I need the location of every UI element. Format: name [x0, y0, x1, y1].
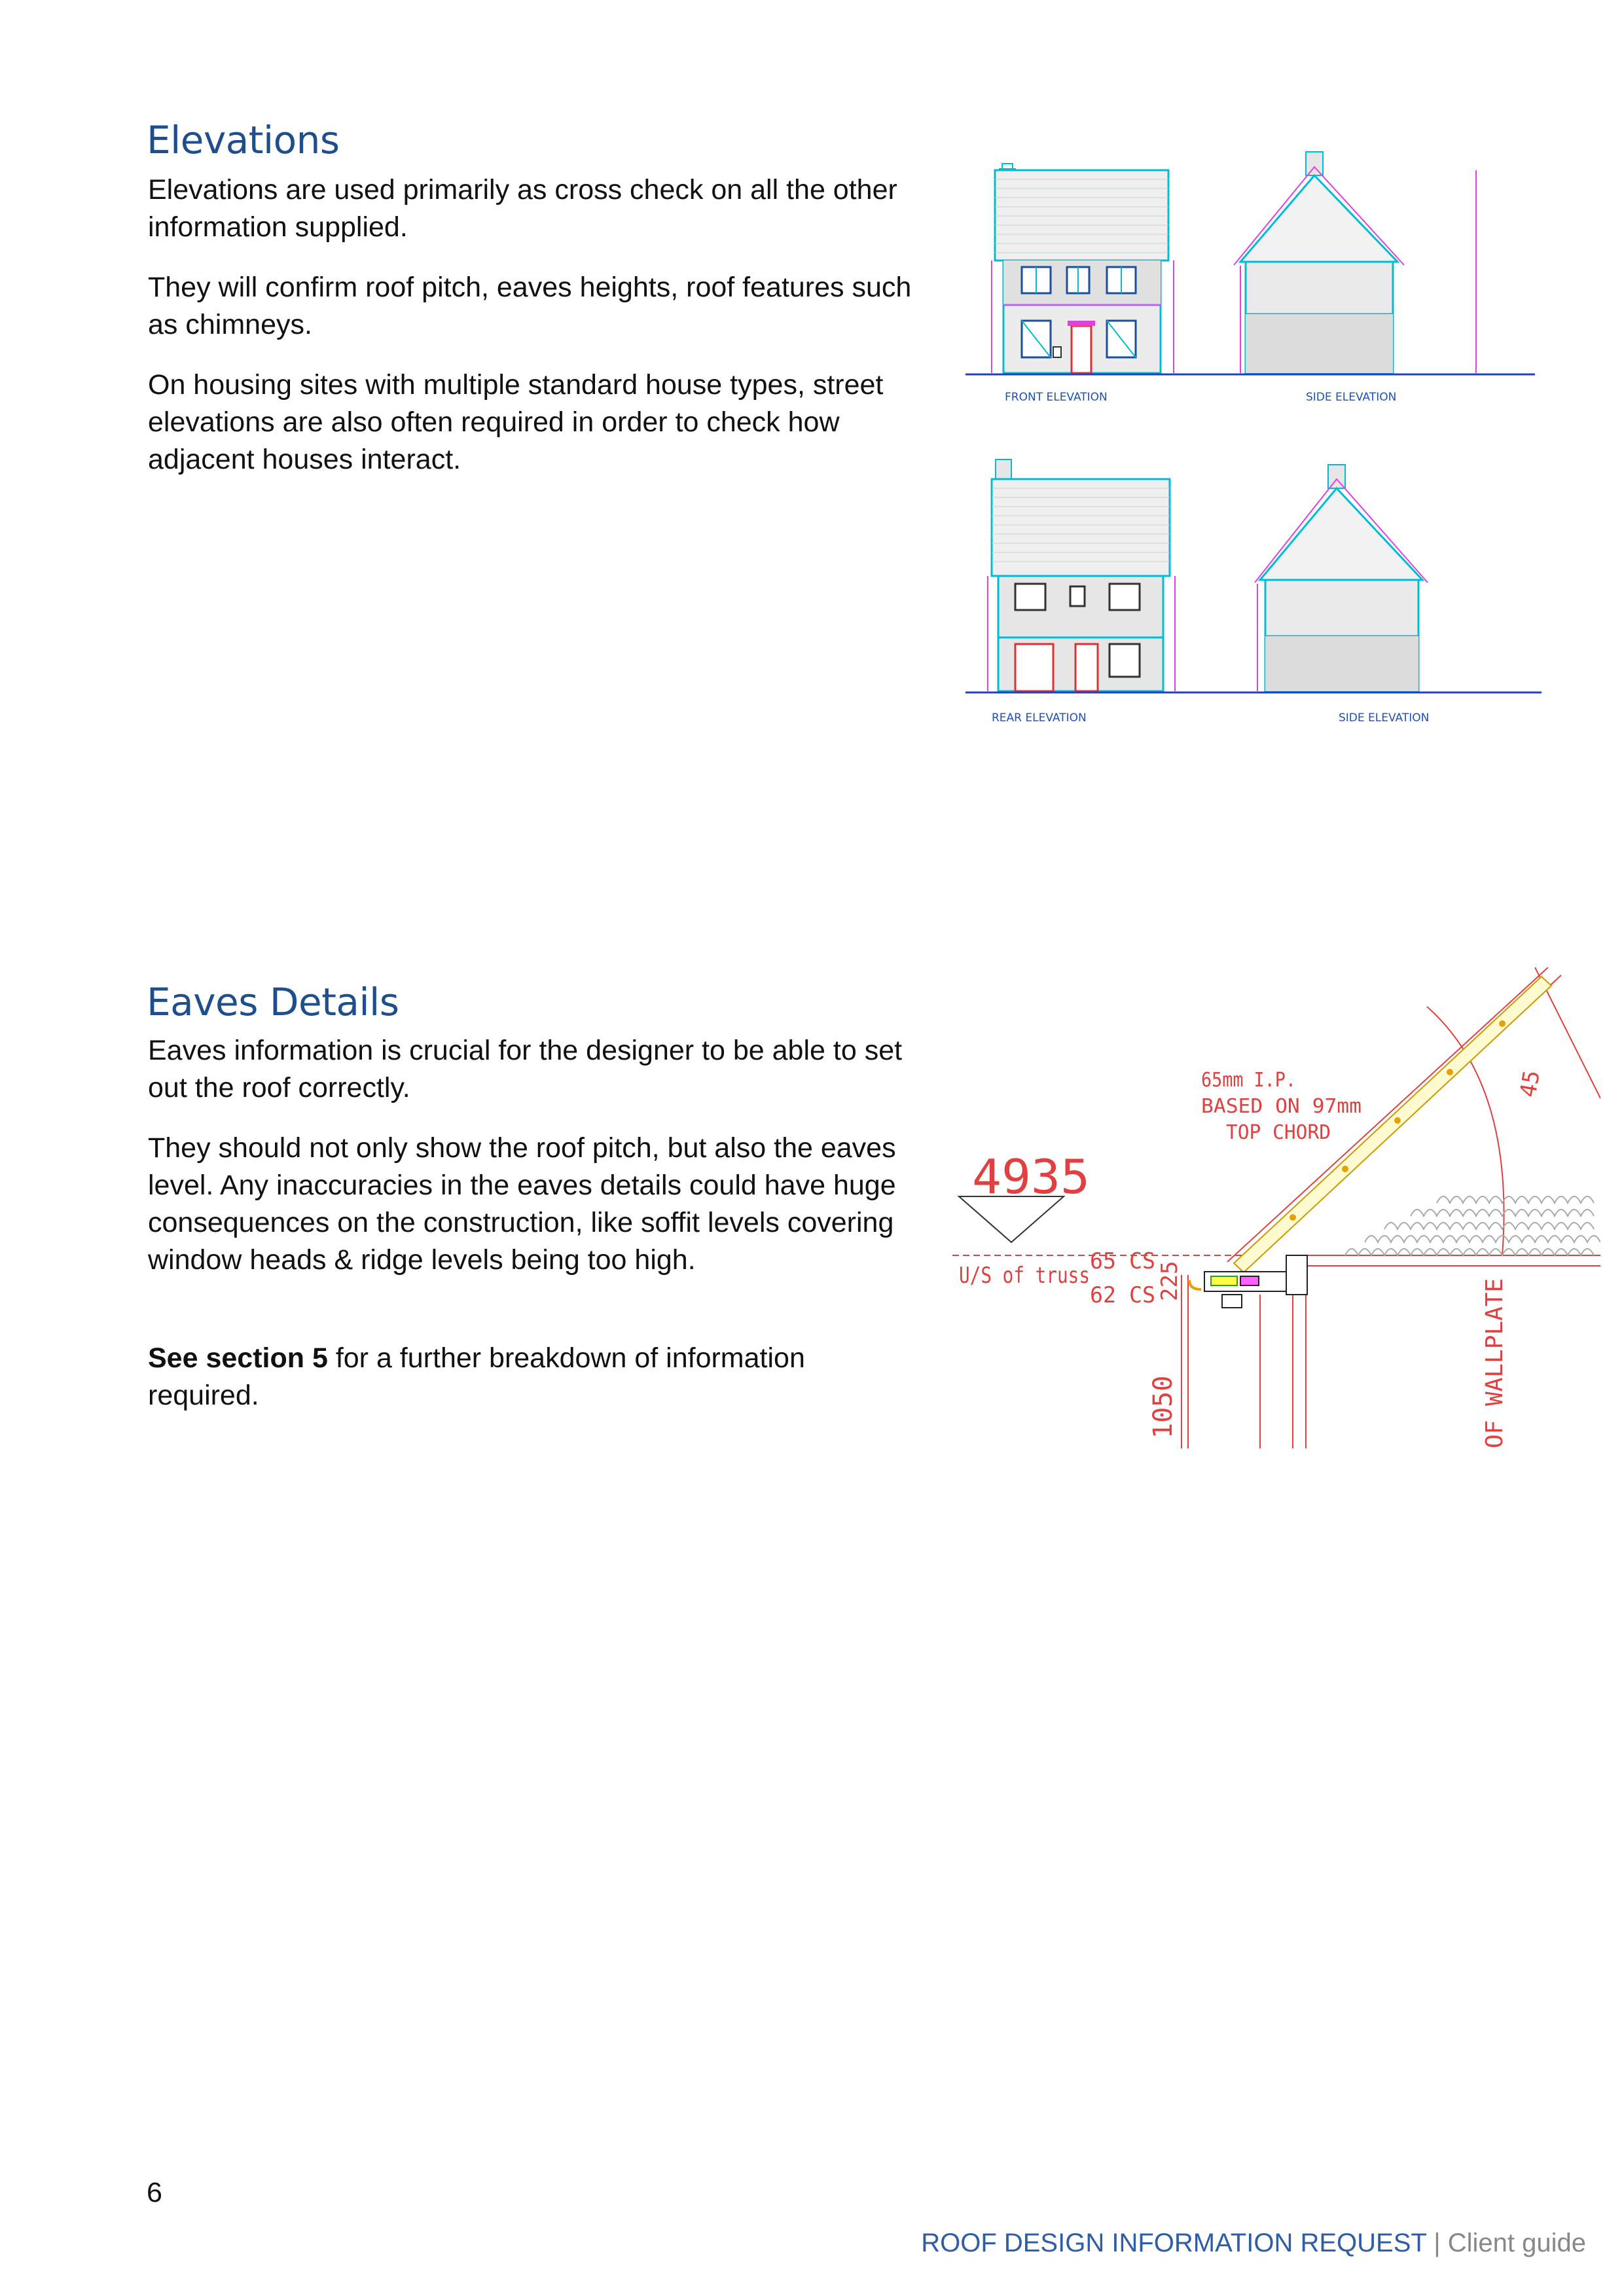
eaves-paragraph-2: They should not only show the roof pitch, but also the eaves level. Any inaccuracies in the eaves details could have huge consequences on the construction, like soffit levels covering window heads & ridge levels being too high.	[148, 1132, 896, 1276]
eaves-note-bold: See section 5	[148, 1342, 328, 1374]
footer	[921, 2229, 1586, 2258]
rear-elevation	[988, 459, 1175, 691]
eaves-annotation-pitch: 45	[1515, 1068, 1545, 1100]
eaves-annotation-us-truss: U/S of truss	[959, 1263, 1090, 1289]
side-elevation-bottom	[1255, 465, 1428, 691]
section-heading-eaves-details: Eaves Details	[147, 980, 399, 1024]
footer-title: ROOF DESIGN INFORMATION REQUEST	[921, 2229, 1427, 2257]
front-elevation	[992, 164, 1174, 373]
eaves-note-rest: for a further breakdown of information required.	[148, 1342, 805, 1411]
eaves-annotation-225: 225	[1157, 1261, 1183, 1301]
eaves-annotation-wallplate: OF WALLPLATE	[1481, 1278, 1508, 1448]
front-elevation-label: FRONT ELEVATION	[1005, 391, 1108, 404]
elevations-paragraph-3: On housing sites with multiple standard house types, street elevations are also often required in order to check how adjacent houses interact.	[148, 369, 884, 475]
side-elevation-label-2: SIDE ELEVATION	[1339, 711, 1430, 725]
eaves-detail-drawing	[952, 967, 1600, 1448]
eaves-annotation-65cs: 65 CS	[1090, 1248, 1155, 1274]
page-number: 6	[147, 2177, 162, 2208]
eaves-annotation-height: 4935	[972, 1149, 1090, 1204]
elevations-paragraph-2: They will confirm roof pitch, eaves heights, roof features such as chimneys.	[148, 272, 912, 340]
side-elevation-top	[1234, 152, 1476, 373]
footer-subtitle: Client guide	[1447, 2229, 1586, 2257]
eaves-annotation-1050: 1050	[1148, 1375, 1178, 1439]
eaves-note	[148, 1340, 920, 1414]
elevations-paragraph-1: Elevations are used primarily as cross check on all the other information supplied.	[148, 174, 897, 243]
eaves-annotation-62cs: 62 CS	[1090, 1282, 1155, 1308]
eaves-annotation-ip: 65mm I.P.	[1201, 1069, 1296, 1092]
rear-elevation-label: REAR ELEVATION	[992, 711, 1087, 725]
elevations-drawing	[952, 137, 1561, 740]
eaves-annotation-based-on: BASED ON 97mm	[1201, 1095, 1362, 1118]
eaves-paragraph-1: Eaves information is crucial for the designer to be able to set out the roof correctly.	[148, 1035, 903, 1103]
footer-separator: |	[1434, 2229, 1441, 2257]
section-heading-elevations: Elevations	[147, 118, 340, 162]
side-elevation-label-1: SIDE ELEVATION	[1306, 391, 1397, 404]
eaves-annotation-top-chord: TOP CHORD	[1226, 1121, 1331, 1144]
